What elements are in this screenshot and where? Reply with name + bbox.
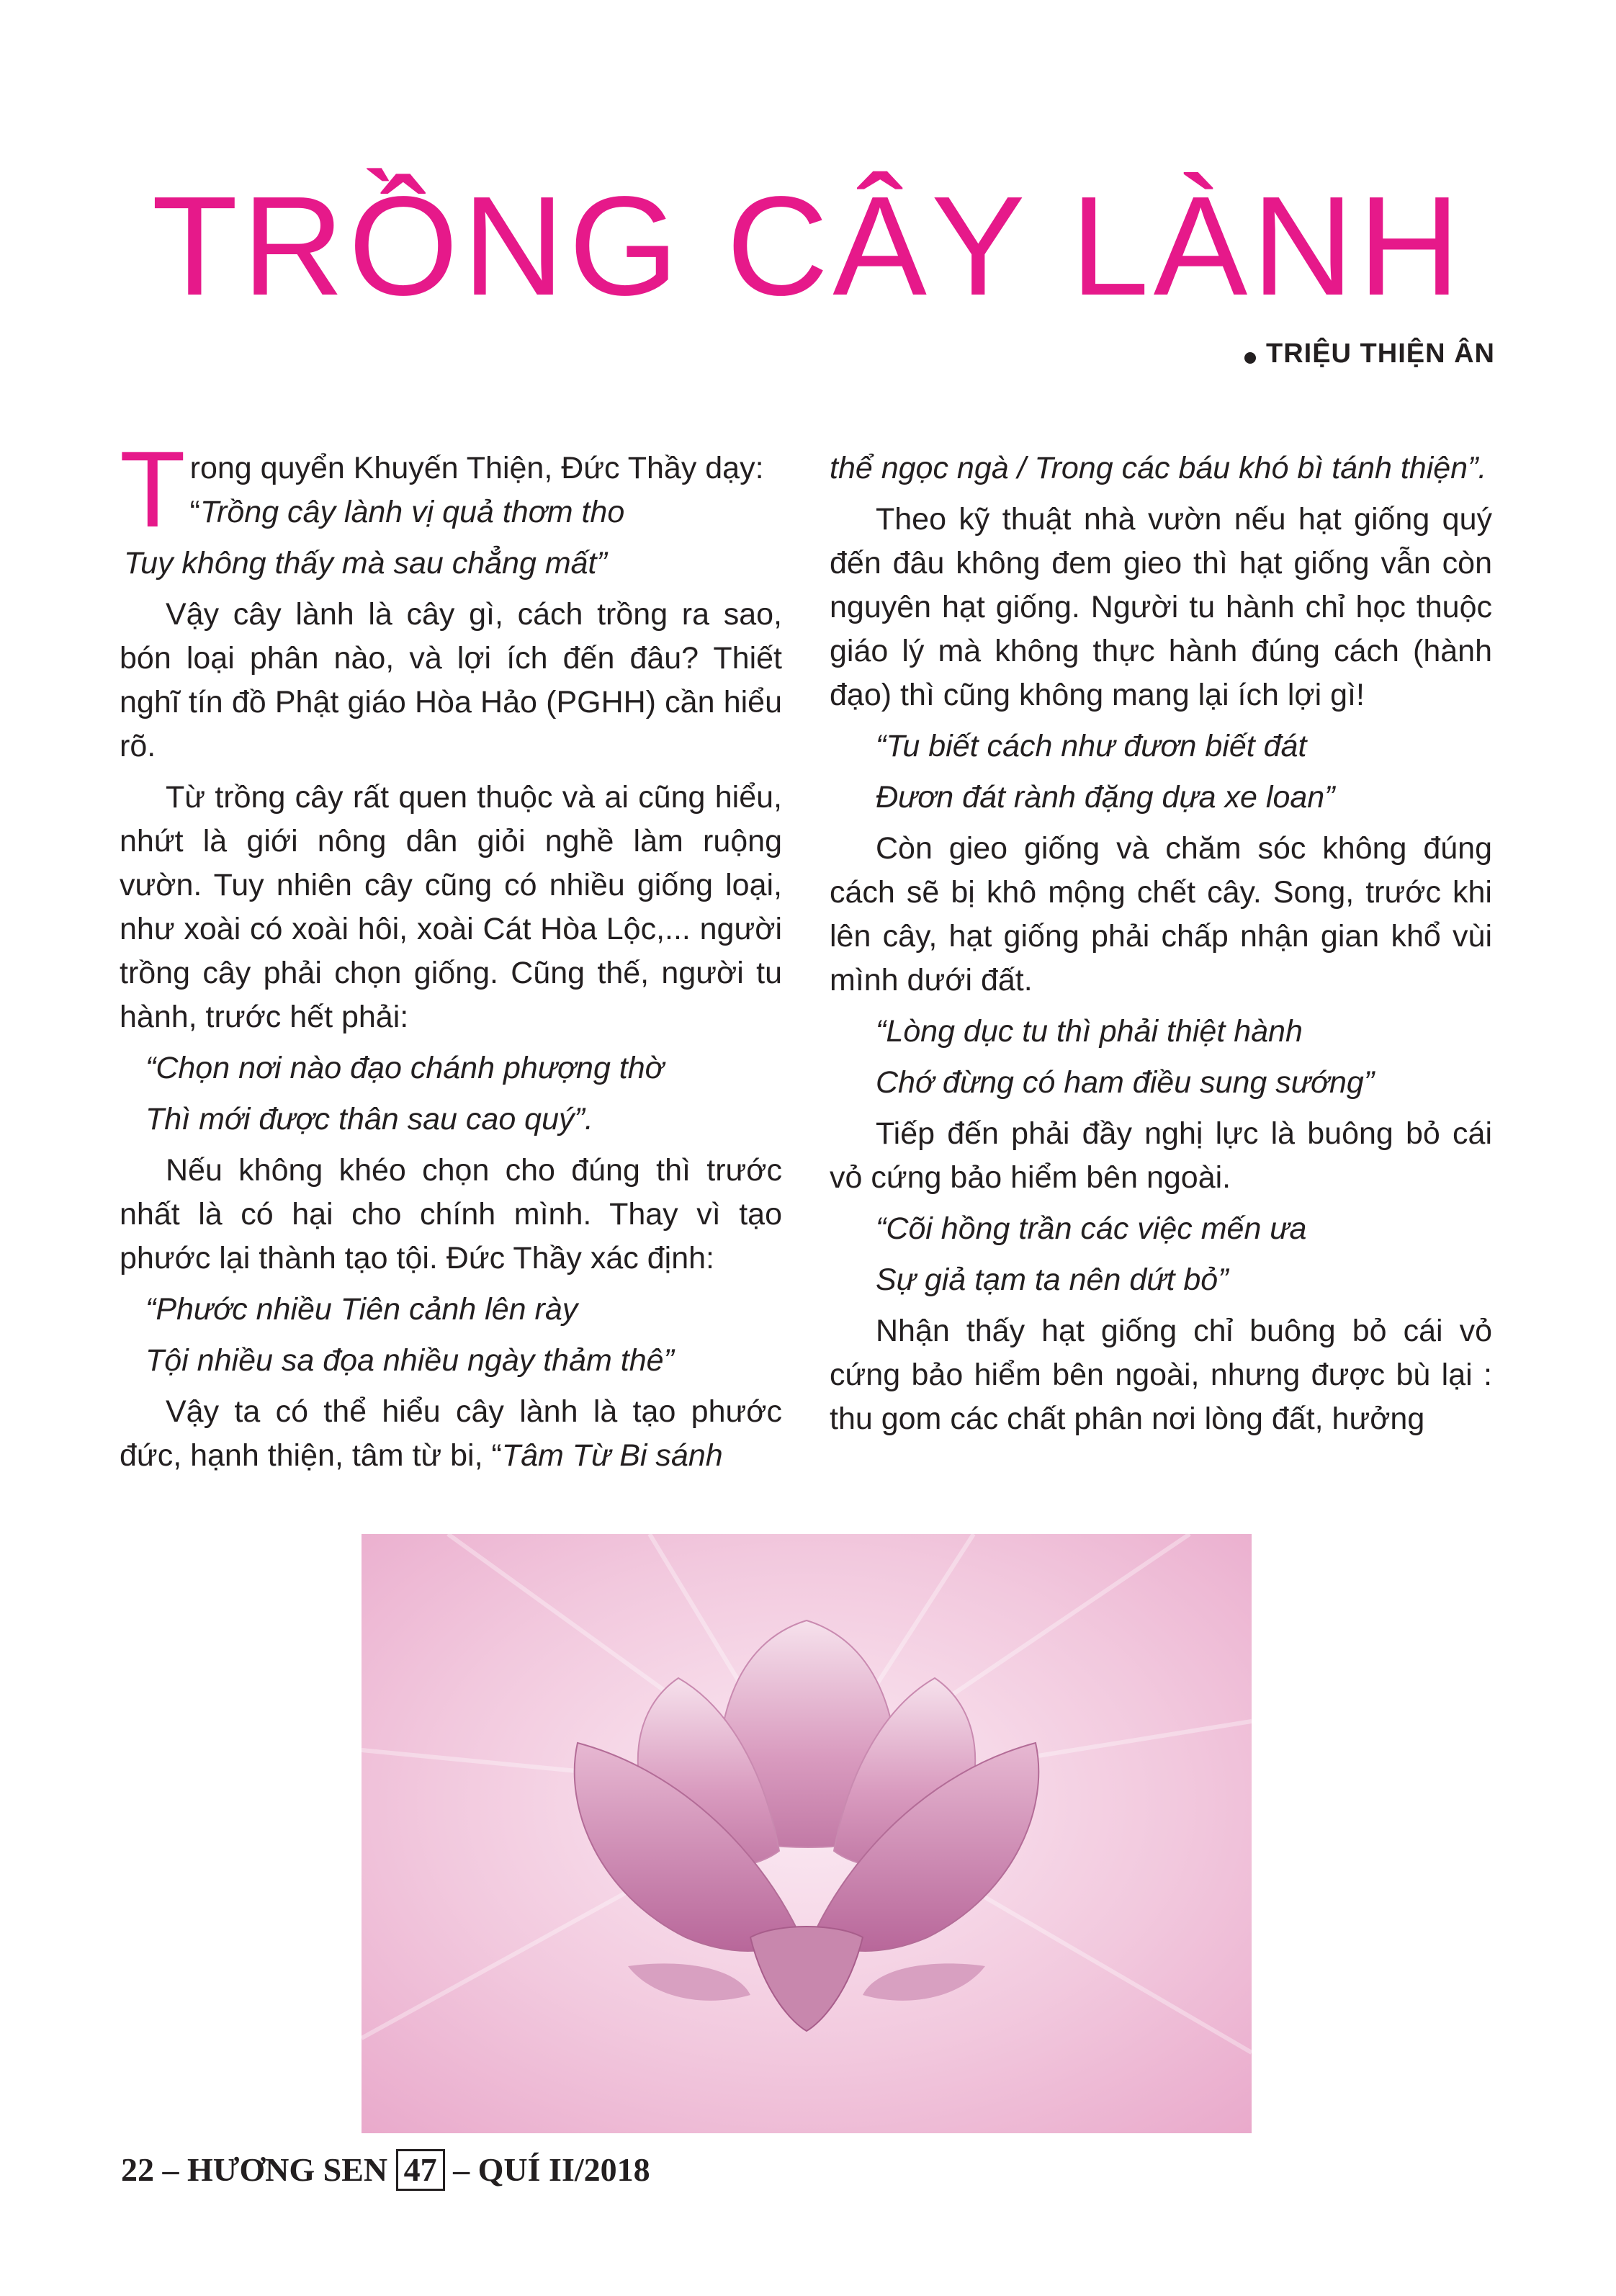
footer-dash: – [162,2151,179,2188]
verse-line: Đươn đát rành đặng dựa xe loan” [876,780,1335,815]
author-byline [1244,338,1495,369]
article-title: TRỒNG CÂY LÀNH [151,167,1465,325]
drop-cap: T [120,429,186,550]
page-number: 22 [121,2151,154,2188]
bullet-icon [1244,352,1256,364]
verse-line: “Tu biết cách như đươn biết đát [876,729,1307,763]
verse-line: Sự giả tạm ta nên dứt bỏ” [876,1263,1229,1297]
quote-mark: “ [491,1438,502,1473]
paragraph: Nếu không khéo chọn cho đúng thì trước nhất là có hại cho chính mình. Thay vì tạo phước lại thành tạo tội. Đức Thầy xác định: [120,1153,782,1275]
page-footer [121,2149,650,2191]
verse-line: “Lòng dục tu thì phải thiệt hành [876,1014,1303,1049]
verse-line: “Phước nhiều Tiên cảnh lên rày [145,1292,578,1327]
paragraph: Nhận thấy hạt giống chỉ buông bỏ cái vỏ cứng bảo hiểm bên ngoài, nhưng được bù lại : thu gom các chất phân nơi lòng đất, hưởng [830,1314,1492,1436]
verse-line: Chớ đừng có ham điều sung sướng” [876,1065,1375,1100]
magazine-name: HƯƠNG SEN [187,2151,388,2188]
verse-line: Tội nhiều sa đọa nhiều ngày thảm thê” [145,1343,674,1378]
lotus-illustration [362,1534,1252,2133]
paragraph: Từ trồng cây rất quen thuộc và ai cũng hiểu, nhứt là giới nông dân giỏi nghề làm ruộng vườn. Tuy nhiên cây cũng có nhiều giống loại, như xoài có xoài hôi, xoài Cát Hòa Lộc,... người trồng cây phải chọn giống. Cũng thế, người tu hành, trước hết phải: [120,780,782,1034]
verse-line: “Cõi hồng trần các việc mến ưa [876,1211,1307,1246]
quote-mark: “ [189,495,200,529]
right-column [830,447,1492,1448]
verse-line: Tuy không thấy mà sau chẳng mất” [124,546,607,580]
verse-line: “Chọn nơi nào đạo chánh phượng thờ [145,1051,664,1085]
paragraph-intro [120,429,782,550]
paragraph: Còn gieo giống và chăm sóc không đúng cách sẽ bị khô mộng chết cây. Song, trước khi lên cây, hạt giống phải chấp nhận gian khổ vùi mình dưới đất. [830,831,1492,997]
verse-line: Trồng cây lành vị quả thơm tho [199,495,625,529]
left-column [120,429,782,1485]
quote-continuation: thể ngọc ngà / Trong các báu khó bì tánh thiện”. [830,451,1487,485]
inline-quote: Tâm Từ Bi sánh [501,1438,723,1473]
paragraph-text: Vậy ta có thể hiểu cây lành là tạo phước đức, hạnh thiện, tâm từ bi, [120,1394,782,1473]
paragraph [120,1390,782,1478]
footer-dash: – [453,2151,470,2188]
lotus-photo [362,1534,1252,2133]
issue-period: QUÍ II/2018 [477,2151,650,2188]
paragraph: Theo kỹ thuật nhà vườn nếu hạt giống quý đến đâu không đem gieo thì hạt giống vẫn còn nguyên hạt giống. Người tu hành chỉ học thuộc giáo lý mà không thực hành đúng cách (hành đạo) thì cũng không mang lại ích lợi gì! [830,502,1492,712]
author-name: TRIỆU THIỆN ÂN [1266,338,1495,369]
paragraph: Vậy cây lành là cây gì, cách trồng ra sao, bón loại phân nào, và lợi ích đến đâu? Thiết nghĩ tín đồ Phật giáo Hòa Hảo (PGHH) cần hiểu rõ. [120,597,782,763]
paragraph: Tiếp đến phải đầy nghị lực là buông bỏ cái vỏ cứng bảo hiểm bên ngoài. [830,1116,1492,1195]
issue-number: 47 [396,2149,445,2191]
verse-line: Thì mới được thân sau cao quý”. [145,1102,593,1136]
intro-text: rong quyển Khuyến Thiện, Đức Thầy dạy: [189,451,764,485]
